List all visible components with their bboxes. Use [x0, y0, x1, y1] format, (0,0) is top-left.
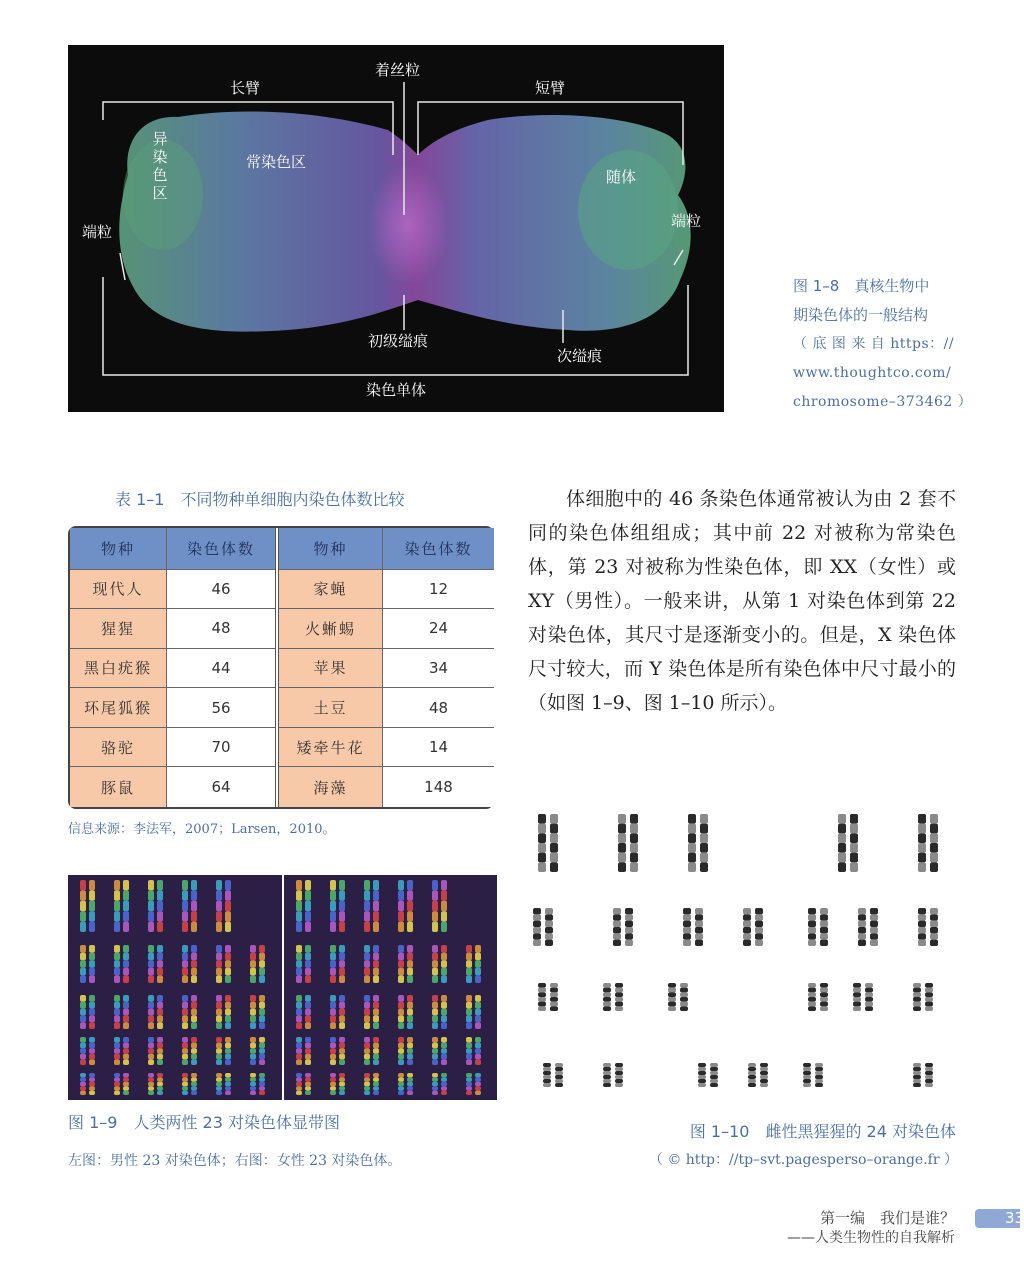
chromosome-mark	[838, 814, 846, 872]
label-telomere-right: 端粒	[671, 212, 702, 230]
table-row	[279, 570, 494, 610]
chromosome-mark	[123, 1073, 129, 1095]
chromosome-mark	[364, 1073, 370, 1095]
chromosome-mark	[148, 995, 154, 1029]
chromosome-mark	[820, 908, 828, 946]
chromosome-mark	[157, 1073, 163, 1095]
chromosome-mark	[930, 814, 938, 872]
label-short-arm: 短臂	[535, 79, 566, 97]
chromosome-mark	[89, 945, 95, 983]
chromosome-mark	[148, 880, 154, 932]
chromosome-mark	[695, 908, 703, 946]
count-cell: 56	[167, 688, 275, 727]
table-row	[70, 767, 275, 807]
species-cell: 海藻	[279, 767, 383, 807]
centromere-glow	[368, 165, 448, 285]
chromosome-mark	[114, 1037, 120, 1065]
chromosome-mark	[475, 995, 481, 1029]
fig9-subcaption: 左图：男性 23 对染色体；右图：女性 23 对染色体。	[68, 1153, 402, 1169]
chromosome-mark	[398, 945, 404, 983]
chromosome-mark	[373, 995, 379, 1029]
chromosome-mark	[330, 995, 336, 1029]
chromosome-mark	[182, 945, 188, 983]
table-row	[279, 609, 494, 649]
chromosome-mark	[913, 983, 921, 1011]
chromosome-mark	[330, 1073, 336, 1095]
chromosome-mark	[259, 945, 265, 983]
chromosome-mark	[441, 1037, 447, 1065]
chromosome-mark	[398, 1037, 404, 1065]
chromosome-mark	[225, 880, 231, 932]
chromosome-mark	[615, 983, 623, 1011]
table-row	[279, 767, 494, 807]
chromosome-mark	[538, 814, 546, 872]
chromosome-mark	[373, 1073, 379, 1095]
fig10-caption: 图 1–10 雌性黑猩猩的 24 对染色体	[689, 1122, 956, 1141]
chromosome-mark	[296, 1073, 302, 1095]
footer-part-title: 第一编 我们是谁？	[819, 1209, 955, 1227]
species-cell: 骆驼	[70, 728, 167, 767]
count-cell: 14	[383, 728, 494, 767]
chromosome-mark	[148, 945, 154, 983]
chromosome-mark	[89, 995, 95, 1029]
chromosome-mark	[683, 908, 691, 946]
chromosome-mark	[80, 1037, 86, 1065]
table-row	[279, 688, 494, 728]
chromosome-mark	[543, 1063, 551, 1087]
chromosome-mark	[216, 880, 222, 932]
chromosome-mark	[407, 945, 413, 983]
chromosome-mark	[216, 1037, 222, 1065]
chromosome-mark	[225, 995, 231, 1029]
table-header-cell: 染色体数	[383, 528, 494, 569]
chromosome-mark	[625, 908, 633, 946]
chromosome-mark	[259, 1073, 265, 1095]
chromosome-mark	[305, 995, 311, 1029]
chromosome-mark	[858, 908, 866, 946]
species-cell: 火蜥蜴	[279, 609, 383, 648]
label-chromatid: 染色单体	[366, 381, 427, 399]
chromosome-mark	[918, 908, 926, 946]
chromosome-mark	[157, 880, 163, 932]
chromosome-mark	[225, 1037, 231, 1065]
table-row	[70, 728, 275, 768]
chromosome-mark	[668, 983, 676, 1011]
chromosome-mark	[688, 814, 696, 872]
chromosome-mark	[182, 1073, 188, 1095]
table-header-row	[70, 528, 275, 570]
chromosome-mark	[432, 945, 438, 983]
chromosome-mark	[748, 1063, 756, 1087]
species-cell: 环尾狐猴	[70, 688, 167, 727]
chromosome-mark	[398, 995, 404, 1029]
chromosome-mark	[618, 814, 626, 872]
chromosome-mark	[820, 983, 828, 1011]
chromosome-mark	[925, 1063, 933, 1087]
chromosome-mark	[870, 908, 878, 946]
chromosome-mark	[89, 1037, 95, 1065]
table-row	[70, 570, 275, 610]
chromosome-mark	[216, 945, 222, 983]
chromosome-mark	[545, 908, 553, 946]
label-heterochromatin: 异染色区	[152, 130, 168, 202]
chromosome-mark	[466, 945, 472, 983]
count-cell: 64	[167, 767, 275, 807]
chromosome-mark	[407, 880, 413, 932]
chromosome-mark	[407, 1073, 413, 1095]
chromosome-mark	[330, 945, 336, 983]
chromosome-mark	[330, 1037, 336, 1065]
chromosome-mark	[373, 1037, 379, 1065]
count-cell: 148	[383, 767, 494, 807]
species-cell: 黑白疣猴	[70, 649, 167, 688]
chromosome-mark	[339, 880, 345, 932]
chromosome-mark	[760, 1063, 768, 1087]
table-row	[70, 649, 275, 689]
chromosome-mark	[441, 1073, 447, 1095]
chromosome-mark	[182, 880, 188, 932]
chromosome-mark	[148, 1073, 154, 1095]
label-satellite: 随体	[606, 168, 637, 186]
label-euchromatin: 常染色区	[246, 153, 307, 171]
chromosome-mark	[364, 995, 370, 1029]
chromosome-mark	[89, 880, 95, 932]
chromosome-mark	[182, 1037, 188, 1065]
chromosome-mark	[250, 945, 256, 983]
label-secondary-constriction: 次缢痕	[557, 347, 603, 365]
count-cell: 48	[383, 688, 494, 727]
chimpanzee-karyotype-figure	[528, 808, 958, 1100]
page-number: 33	[975, 1209, 1020, 1228]
chromosome-mark	[850, 814, 858, 872]
grayscale-karyotype-image	[528, 808, 958, 1100]
chromosome-structure-figure	[68, 45, 724, 412]
chromosome-mark	[225, 945, 231, 983]
chromosome-mark	[296, 1037, 302, 1065]
chromosome-mark	[191, 880, 197, 932]
chromosome-mark	[441, 880, 447, 932]
chromosome-mark	[114, 880, 120, 932]
chromosome-mark	[114, 945, 120, 983]
chromosome-mark	[432, 995, 438, 1029]
chromosome-mark	[80, 880, 86, 932]
species-cell: 苹果	[279, 649, 383, 688]
chromosome-mark	[441, 995, 447, 1029]
chromosome-mark	[538, 983, 546, 1011]
table-row	[279, 728, 494, 768]
chromosome-mark	[114, 1073, 120, 1095]
count-cell: 44	[167, 649, 275, 688]
chromosome-mark	[305, 1037, 311, 1065]
table-header-cell: 物种	[279, 528, 383, 569]
chromosome-mark	[407, 995, 413, 1029]
species-cell: 土豆	[279, 688, 383, 727]
chromosome-mark	[157, 995, 163, 1029]
chromosome-mark	[259, 1037, 265, 1065]
chromosome-mark	[930, 908, 938, 946]
chromosome-mark	[339, 945, 345, 983]
chromosome-mark	[865, 983, 873, 1011]
chromosome-mark	[466, 995, 472, 1029]
chromosome-mark	[123, 945, 129, 983]
chromosome-mark	[216, 995, 222, 1029]
label-primary-constriction: 初级缢痕	[368, 332, 429, 350]
count-cell: 24	[383, 609, 494, 648]
chromosome-mark	[364, 945, 370, 983]
count-cell: 12	[383, 570, 494, 609]
chromosome-mark	[339, 995, 345, 1029]
chromosome-mark	[441, 945, 447, 983]
chromosome-mark	[80, 945, 86, 983]
chromosome-mark	[157, 1037, 163, 1065]
chromosome-mark	[398, 1073, 404, 1095]
fig10-source: （ © http：//tp–svt.pagesperso–orange.fr ）	[648, 1152, 958, 1168]
chromosome-mark	[225, 1073, 231, 1095]
table-header-cell: 染色体数	[167, 528, 275, 569]
chromosome-mark	[296, 880, 302, 932]
chromosome-mark	[808, 908, 816, 946]
chromosome-mark	[803, 1063, 811, 1087]
chromosome-mark	[603, 1063, 611, 1087]
chromosome-mark	[373, 880, 379, 932]
chromosome-mark	[250, 995, 256, 1029]
fig8-caption	[793, 272, 972, 417]
chromosome-mark	[123, 995, 129, 1029]
body-paragraph: 体细胞中的 46 条染色体通常被认为由 2 套不同的染色体组组成；其中前 22 对被称为常染色体，第 23 对被称为性染色体，即 XX（女性）或 XY（男性）。一般来讲，从第 1 对染色体到第 22 对染色体，其尺寸是逐渐变小的。但是，X 染色体尺寸较大，而 Y 染色体是所有染色体中尺寸最小的（如图 1–9、图 1–10 所示）。	[528, 488, 956, 714]
count-cell: 70	[167, 728, 275, 767]
chromosome-mark	[296, 995, 302, 1029]
chromosome-mark	[853, 983, 861, 1011]
count-cell: 34	[383, 649, 494, 688]
chromosome-mark	[808, 983, 816, 1011]
chromosome-mark	[157, 945, 163, 983]
chromosome-count-table	[68, 526, 494, 809]
chromosome-mark	[700, 814, 708, 872]
chromosome-mark	[407, 1037, 413, 1065]
species-cell: 矮牵牛花	[279, 728, 383, 767]
table-row	[70, 688, 275, 728]
chromosome-mark	[305, 1073, 311, 1095]
chromosome-mark	[550, 983, 558, 1011]
chromosome-mark	[114, 995, 120, 1029]
chromosome-mark	[550, 814, 558, 872]
chromosome-mark	[191, 1037, 197, 1065]
chromosome-mark	[339, 1037, 345, 1065]
chromosome-mark	[466, 1037, 472, 1065]
banded-karyotype-image	[68, 875, 497, 1100]
chromosome-mark	[364, 880, 370, 932]
chromosome-mark	[191, 945, 197, 983]
chromosome-mark	[918, 814, 926, 872]
chromosome-mark	[373, 945, 379, 983]
count-cell: 48	[167, 609, 275, 648]
chromosome-mark	[250, 1073, 256, 1095]
chromosome-mark	[305, 945, 311, 983]
chromosome-mark	[123, 880, 129, 932]
species-cell: 猩猩	[70, 609, 167, 648]
chromosome-mark	[432, 1037, 438, 1065]
chromosome-mark	[305, 880, 311, 932]
chromosome-mark	[698, 1063, 706, 1087]
chromosome-mark	[475, 945, 481, 983]
chromosome-mark	[191, 1073, 197, 1095]
chromosome-mark	[250, 1037, 256, 1065]
chromosome-mark	[475, 1037, 481, 1065]
chromosome-mark	[603, 983, 611, 1011]
fig8-caption-source2: www.thoughtco.com/	[793, 365, 952, 381]
table-row	[279, 649, 494, 689]
footer-subtitle: ——人类生物性的自我解析	[787, 1230, 955, 1246]
chromosome-mark	[613, 908, 621, 946]
chromosome-mark	[432, 1073, 438, 1095]
chromosome-mark	[259, 995, 265, 1029]
table-title: 表 1–1 不同物种单细胞内染色体数比较	[115, 490, 405, 509]
chromosome-mark	[680, 983, 688, 1011]
chromosome-mark	[710, 1063, 718, 1087]
chromosome-mark	[533, 908, 541, 946]
fig8-caption-line1: 图 1–8 真核生物中	[793, 277, 930, 295]
chromosome-mark	[80, 995, 86, 1029]
chromosome-mark	[398, 880, 404, 932]
chromosome-mark	[925, 983, 933, 1011]
table-header-row	[279, 528, 494, 570]
chromosome-mark	[475, 1073, 481, 1095]
chromosome-mark	[80, 1073, 86, 1095]
chromosome-mark	[466, 1073, 472, 1095]
chromosome-mark	[216, 1073, 222, 1095]
label-long-arm: 长臂	[230, 79, 261, 97]
species-cell: 家蝇	[279, 570, 383, 609]
table-left-half	[70, 528, 275, 807]
label-centromere: 着丝粒	[375, 61, 421, 79]
species-cell: 豚鼠	[70, 767, 167, 807]
fig8-caption-source1: （ 底 图 来 自 https：//	[793, 336, 955, 352]
fig9-caption: 图 1–9 人类两性 23 对染色体显带图	[68, 1113, 340, 1132]
label-telomere-left: 端粒	[82, 223, 113, 241]
chromosome-mark	[630, 814, 638, 872]
chromosome-mark	[815, 1063, 823, 1087]
chromosome-mark	[755, 908, 763, 946]
chromosome-mark	[743, 908, 751, 946]
chromosome-mark	[89, 1073, 95, 1095]
fig8-caption-source3: chromosome–373462 ）	[793, 394, 973, 410]
chromosome-mark	[615, 1063, 623, 1087]
table-header-cell: 物种	[70, 528, 167, 569]
chromosome-illustration	[68, 45, 724, 412]
chromosome-mark	[123, 1037, 129, 1065]
chromosome-mark	[555, 1063, 563, 1087]
table-right-half	[275, 528, 494, 807]
chromosome-mark	[913, 1063, 921, 1087]
chromosome-mark	[148, 1037, 154, 1065]
chromosome-mark	[330, 880, 336, 932]
chromosome-mark	[339, 1073, 345, 1095]
species-cell: 现代人	[70, 570, 167, 609]
fig8-caption-line2: 期染色体的一般结构	[793, 306, 929, 324]
chromosome-mark	[432, 880, 438, 932]
chromosome-mark	[364, 1037, 370, 1065]
table-source-note: 信息来源：李法军，2007；Larsen，2010。	[68, 822, 336, 837]
human-karyotype-figure	[68, 875, 497, 1100]
chromosome-mark	[191, 995, 197, 1029]
chromosome-mark	[296, 945, 302, 983]
count-cell: 46	[167, 570, 275, 609]
chromosome-mark	[182, 995, 188, 1029]
table-row	[70, 609, 275, 649]
